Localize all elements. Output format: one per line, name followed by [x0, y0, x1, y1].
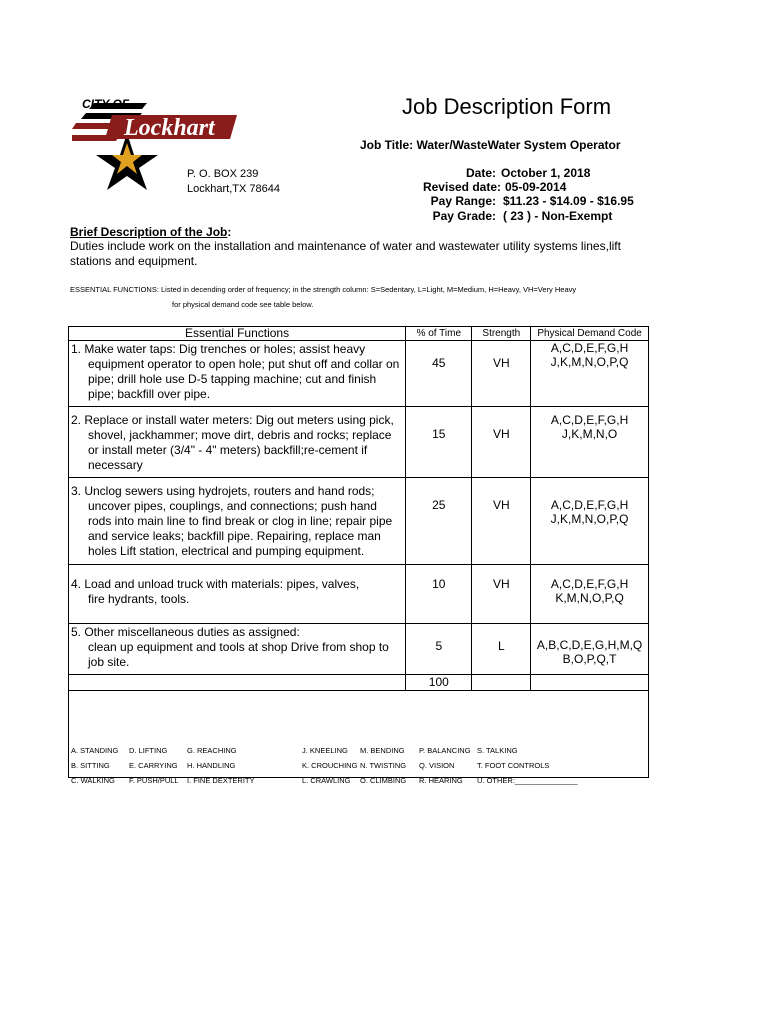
- table-header-row: [69, 327, 649, 341]
- demand-code-cell: [531, 624, 649, 675]
- task-cell: [69, 478, 406, 565]
- demand-code-line: J,K,M,N,O,P,Q: [550, 355, 629, 369]
- percent-cell: 15: [406, 407, 472, 478]
- demand-code-item: F. PUSH/PULL: [129, 776, 179, 785]
- total-blank: [531, 675, 649, 691]
- task-detail: clean up equipment and tools at shop Drive from shop to job site.: [88, 640, 389, 669]
- essential-functions-table: [68, 326, 649, 785]
- revised-value: 05-09-2014: [505, 180, 567, 194]
- pay-range-label: Pay Range:: [430, 194, 496, 208]
- table-row: [69, 341, 649, 407]
- total-row: [69, 675, 649, 691]
- task-detail: shovel, jackhammer; move dirt, debris and rocks; replace or install meter (3/4" - 4" meters) backfill;re-cement if necessary: [88, 428, 392, 472]
- percent-cell: 45: [406, 341, 472, 407]
- task-line: 2. Replace or install water meters: Dig out meters using pick,: [71, 413, 394, 427]
- demand-code-item: K. CROUCHING: [302, 761, 358, 770]
- demand-code-item: E. CARRYING: [129, 761, 178, 770]
- strength-cell: VH: [472, 565, 531, 624]
- table-row: [69, 565, 649, 624]
- demand-code-item: I. FINE DEXTERITY: [187, 776, 255, 785]
- demand-code-item: J. KNEELING: [302, 746, 348, 755]
- strength-cell: L: [472, 624, 531, 675]
- demand-code-line: J,K,M,N,O: [561, 427, 618, 441]
- strength-cell: VH: [472, 341, 531, 407]
- essential-note-line-1: ESSENTIAL FUNCTIONS: Listed in decending order of frequency; in the strength column: S=Sedentary, L=Light, M=Medium, H=Heavy, VH=Very Heavy: [70, 285, 577, 294]
- table-row: [69, 624, 649, 675]
- task-cell: [69, 565, 406, 624]
- demand-code-item: R. HEARING: [419, 776, 463, 785]
- revised-label: Revised date:: [422, 180, 501, 194]
- brief-heading-text: Brief Description of the Job: [70, 225, 228, 239]
- header-strength: Strength: [472, 327, 531, 341]
- demand-code-item: C. WALKING: [71, 776, 115, 785]
- essential-note-line-2: for physical demand code see table below.: [172, 300, 314, 309]
- strength-cell: VH: [472, 478, 531, 565]
- demand-code-line: K,M,N,O,P,Q: [555, 591, 624, 605]
- job-title: Job Title: Water/WasteWater System Operator: [360, 138, 621, 152]
- pay-grade-value: ( 23 ) - Non-Exempt: [503, 209, 613, 223]
- address-line-1: P. O. BOX 239: [187, 168, 259, 180]
- logo-text-top: CITY OF: [82, 97, 130, 111]
- demand-code-cell: [531, 478, 649, 565]
- demand-code-line: A,C,D,E,F,G,H: [550, 413, 629, 427]
- demand-code-item: A. STANDING: [71, 746, 119, 755]
- date-label: Date:: [465, 166, 496, 180]
- task-cell: [69, 624, 406, 675]
- header-essential-functions: Essential Functions: [69, 327, 406, 341]
- demand-code-item: L. CRAWLING: [302, 776, 351, 785]
- address-line-2: Lockhart,TX 78644: [187, 183, 280, 195]
- demand-code-cell: [531, 565, 649, 624]
- logo-text-main: Lockhart: [124, 115, 215, 141]
- demand-code-cell: [531, 341, 649, 407]
- demand-code-item: O. CLIMBING: [360, 776, 407, 785]
- table-row: [69, 407, 649, 478]
- demand-code-line: A,C,D,E,F,G,H: [550, 577, 629, 591]
- demand-code-item: G. REACHING: [187, 746, 237, 755]
- task-line: 3. Unclog sewers using hydrojets, routers and hand rods;: [71, 484, 375, 498]
- demand-code-line: J,K,M,N,O,P,Q: [550, 512, 629, 526]
- demand-code-item: P. BALANCING: [419, 746, 471, 755]
- percent-cell: 25: [406, 478, 472, 565]
- percent-cell: 5: [406, 624, 472, 675]
- pay-grade-row: [370, 209, 496, 223]
- task-cell: [69, 341, 406, 407]
- demand-code-line: A,C,D,E,F,G,H: [550, 498, 629, 512]
- demand-code-item: H. HANDLING: [187, 761, 236, 770]
- date-row: [370, 166, 496, 180]
- demand-code-item: N. TWISTING: [360, 761, 407, 770]
- total-blank: [472, 675, 531, 691]
- task-line: 4. Load and unload truck with materials: pipes, valves,: [71, 577, 360, 591]
- revised-row: [370, 180, 501, 194]
- task-line: 5. Other miscellaneous duties as assigned:: [71, 625, 300, 639]
- demand-codes-legend: [69, 691, 649, 785]
- brief-heading: [70, 225, 231, 239]
- demand-code-line: A,C,D,E,F,G,H: [550, 341, 629, 355]
- total-blank: [69, 675, 406, 691]
- demand-code-item: D. LIFTING: [129, 746, 168, 755]
- task-cell: [69, 407, 406, 478]
- total-percent: 100: [406, 675, 472, 691]
- demand-code-item: Q. VISION: [419, 761, 455, 770]
- demand-code-item: S. TALKING: [477, 746, 518, 755]
- demand-code-line: B,O,P,Q,T: [562, 652, 617, 666]
- pay-grade-label: Pay Grade:: [432, 209, 496, 223]
- demand-code-item: B. SITTING: [71, 761, 110, 770]
- demand-code-cell: [531, 407, 649, 478]
- pay-range-value: $11.23 - $14.09 - $16.95: [503, 194, 634, 208]
- demand-code-item: M. BENDING: [360, 746, 405, 755]
- task-detail: uncover pipes, couplings, and connections; push hand rods into main line to find break or clog in line; repair pipe and service leaks; backfill pipe. Repairing, replace man holes Lift station, electrical and pumping equipment.: [88, 499, 393, 558]
- task-line: 1. Make water taps: Dig trenches or holes; assist heavy: [71, 342, 366, 356]
- strength-cell: VH: [472, 407, 531, 478]
- task-detail: fire hydrants, tools.: [88, 592, 190, 606]
- demand-codes-row: [69, 691, 649, 778]
- demand-code-item: U. OTHER:_______________: [477, 776, 578, 785]
- percent-cell: 10: [406, 565, 472, 624]
- pay-range-row: [370, 194, 496, 208]
- demand-code-item: T. FOOT CONTROLS: [477, 761, 550, 770]
- task-detail: equipment operator to open hole; put shut off and collar on pipe; drill hole use D-5 tapping machine; cut and finish pipe; backfill over pipe.: [88, 357, 400, 401]
- brief-text: Duties include work on the installation and maintenance of water and wastewater utility systems lines,lift stations and equipment.: [70, 239, 621, 268]
- table-row: [69, 478, 649, 565]
- header-physical-demand-code: Physical Demand Code: [531, 327, 649, 341]
- form-title: Job Description Form: [402, 94, 612, 119]
- header-percent-time: % of Time: [406, 327, 472, 341]
- date-value: October 1, 2018: [501, 166, 591, 180]
- demand-code-line: A,B,C,D,E,G,H,M,Q: [536, 638, 643, 652]
- brief-heading-colon: :: [227, 225, 232, 239]
